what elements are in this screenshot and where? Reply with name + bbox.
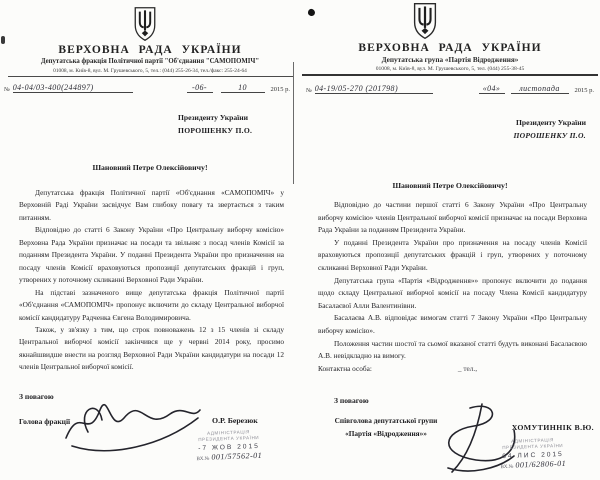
salutation: Шановний Петре Олексійовичу! xyxy=(392,181,508,190)
body-paragraph: Також, у зв'язку з тим, що строк повноважень 12 з 15 членів зі складу Центральної виборчої комісії закінчився ще у червні 2014 року, просимо якнайшвидше внести на розгляд Верховної Ради України кандидатури на посади 12 членів Центральної виборчої комісії. xyxy=(19,324,284,372)
header-divider xyxy=(302,74,598,76)
body-paragraph: Басалаєва А.В. відповідає вимогам статті 7 Закону України «Про Центральну виборчу комісію». xyxy=(318,313,587,335)
stamp-date: 04 ЛИС 2015 xyxy=(502,450,564,461)
address-line: 01008, м. Київ-8, вул. М. Грушевського, 5, тел.: (044) 255-26-34, тел./факс: 255-24-64 xyxy=(53,67,247,74)
org-title: ВЕРХОВНА РАДА УКРАЇНИ xyxy=(58,44,242,56)
contact-phone: _ тел., xyxy=(457,363,478,373)
stamp-reg-number: 001/62806-01 xyxy=(515,458,567,470)
admin-stamp xyxy=(467,436,598,472)
contact-row xyxy=(318,363,587,376)
signer-title: Голова фракції xyxy=(19,417,71,426)
scan-ink-blot xyxy=(1,36,5,44)
date-day: -06- xyxy=(187,83,213,93)
ref-number: 04-04/03-400(244897) xyxy=(13,83,133,93)
body-paragraph: У поданні Президента України про призначення на посаду членів Комісії враховуються пропозиції депутатських фракцій і груп, утворених у поточному скликанні Верховної Ради України. xyxy=(318,237,587,272)
body-paragraph: Положення частин шостої та сьомої вказаної статті будуть виконані Басалаєвою А.В. невідкладно на вимогу. xyxy=(318,338,587,361)
ref-number: 04-19/05-270 (201798) xyxy=(315,84,433,94)
date-year: 2015 р. xyxy=(270,86,290,93)
closing: З повагою xyxy=(19,392,54,401)
ref-label: № xyxy=(306,88,312,94)
signer-title-line: «Партія «Відродження»» xyxy=(345,429,427,438)
signer-name: ХОМУТИННІК В.Ю. xyxy=(511,423,594,432)
body-paragraph: На підставі зазначеного вище депутатська фракція Політичної партії «Об'єднання «САМОПОМІЧ» пропонує включити до складу Центральної виборчої комісії кандидатуру Радченка Євгена Володимировича. xyxy=(19,287,284,322)
addressee-name: ПОРОШЕНКУ П.О. xyxy=(513,131,586,140)
page-edge-shadow xyxy=(293,62,294,184)
date-month: листопада xyxy=(511,84,569,94)
stamp-org-line: АДМІНІСТРАЦІЯ xyxy=(511,437,555,444)
addressee-block xyxy=(513,116,586,142)
stamp-org-line: ПРЕЗИДЕНТА УКРАЇНИ xyxy=(502,442,564,451)
closing: З повагою xyxy=(334,396,369,405)
unit-title: Депутатська фракція Політичної партії "Об'єднання "САМОПОМІЧ" xyxy=(40,58,260,65)
date-year: 2015 р. xyxy=(574,87,594,94)
ref-row xyxy=(4,83,290,93)
date-month: 10 xyxy=(221,83,265,93)
body-paragraph: Відповідно до статті 6 Закону України «Про Центральну виборчу комісію» Верховна Рада України призначає на посади та звільняє з посад членів Комісії за поданням Президента України. У поданні Президента України про призначення на посаду членів Комісії враховуються пропозиції депутатських фракцій і груп, утворених у поточному скликанні Верховної Ради України. xyxy=(19,225,284,285)
coat-of-arms-icon xyxy=(132,7,158,41)
letter-body xyxy=(19,187,284,374)
addressee-line: Президенту України xyxy=(178,113,249,122)
stamp-date: -7 ЖОВ 2015 xyxy=(198,442,261,453)
letter-page-vidrodzhennia xyxy=(300,0,600,480)
signer-name: О.Р. Березюк xyxy=(212,416,258,425)
stamp-reg-number: 001/57562-01 xyxy=(211,450,263,462)
addressee-line: Президенту України xyxy=(515,118,586,127)
stamp-org-line: ПРЕЗИДЕНТА УКРАЇНИ xyxy=(198,434,260,443)
addressee-block xyxy=(178,111,252,137)
contact-label: Контактна особа: xyxy=(318,363,372,373)
org-title: ВЕРХОВНА РАДА УКРАЇНИ xyxy=(358,42,542,54)
body-paragraph: Депутатська фракція Політичної партії «Об'єднання «САМОПОМІЧ» у Верховній Раді України засвідчує Вам глибоку повагу та звертається з таким питанням. xyxy=(19,188,284,222)
signer-title-line: Співголова депутатської групи xyxy=(334,416,438,425)
header-divider xyxy=(8,76,294,77)
body-paragraph: Відповідно до частини першої статті 6 Закону України «Про Центральну виборчу комісію» членів Центральної виборчої комісії призначає на посади Верховна Рада України за поданням Президента України. xyxy=(318,200,587,235)
stamp-reg-label: ВХ.№ xyxy=(196,456,210,463)
addressee-name: ПОРОШЕНКУ П.О. xyxy=(178,126,253,135)
ref-row xyxy=(306,84,594,94)
date-day: «04» xyxy=(479,84,505,94)
stamp-reg-label: ВХ.№ xyxy=(500,464,514,471)
address-line: 01008, м. Київ-8, вул. М. Грушевського, 5, тел. (044) 255-38-45 xyxy=(375,66,525,72)
unit-title: Депутатська група «Партія Відродження» xyxy=(381,56,519,64)
coat-of-arms-icon xyxy=(411,3,439,39)
letter-body xyxy=(318,199,587,375)
salutation: Шановний Петре Олексійовичу! xyxy=(92,163,208,172)
ref-label: № xyxy=(4,87,10,93)
stamp-org-line: АДМІНІСТРАЦІЯ xyxy=(207,429,251,436)
admin-stamp xyxy=(168,428,289,463)
body-paragraph: Депутатська група «Партія «Відродження»» пропонує включити до подання щодо складу Центральної виборчої комісії на посаду Члена Комісії кандидатуру Басалаєвої Алли Валентинівни. xyxy=(318,275,587,310)
